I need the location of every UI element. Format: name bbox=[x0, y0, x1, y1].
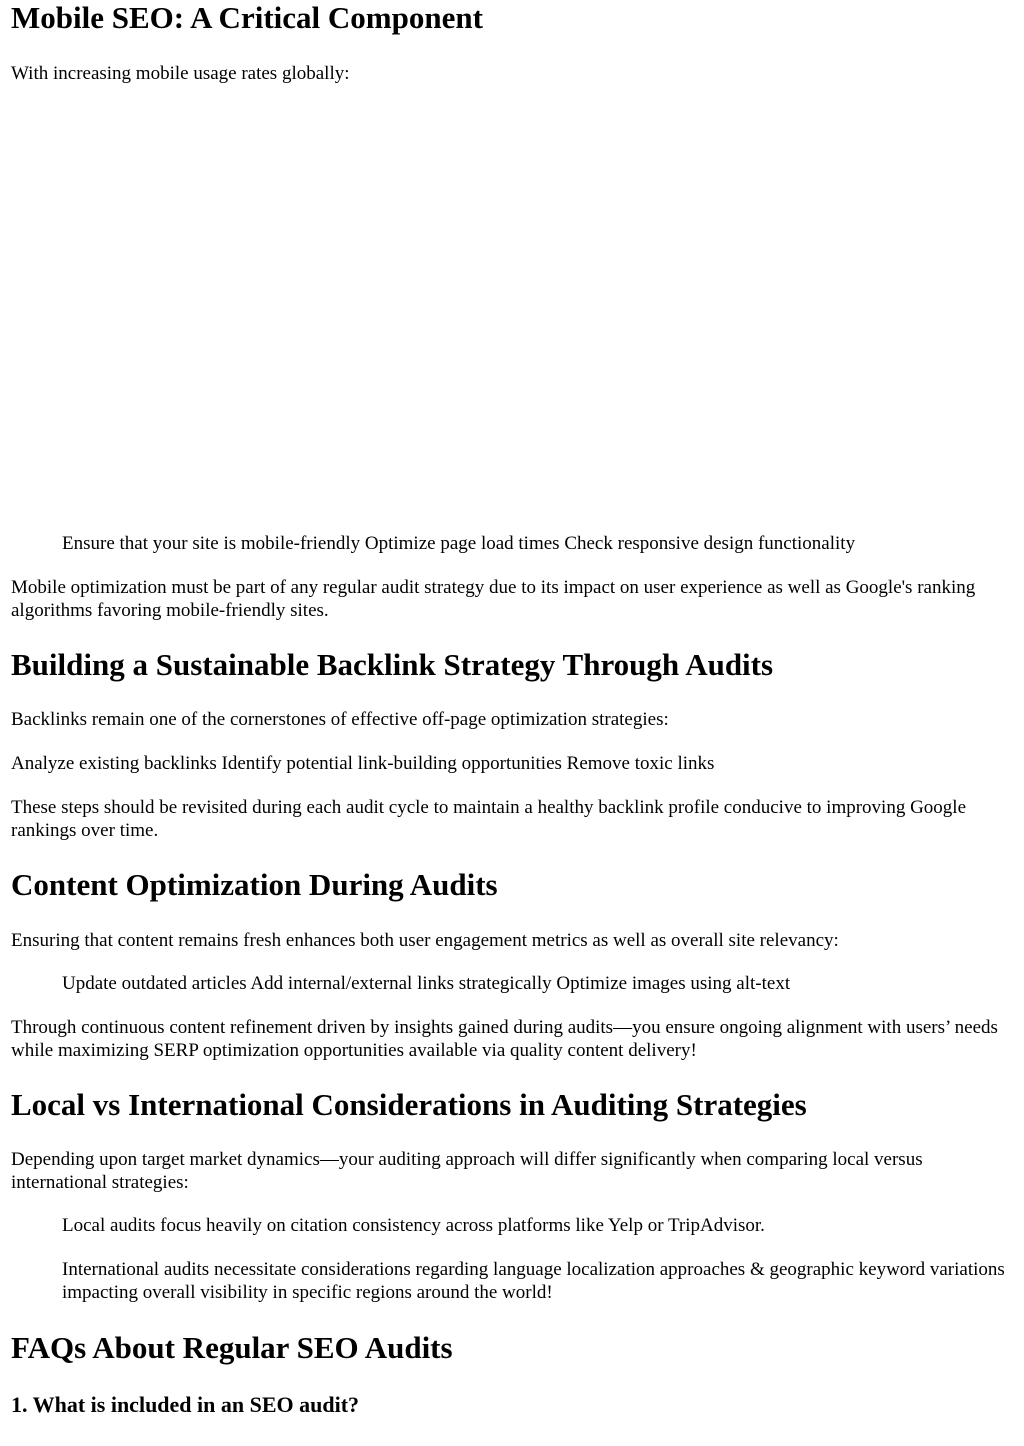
paragraph-local-intl-intro: Depending upon target market dynamics—your auditing approach will differ significantly when comparing local versus international strategies: bbox=[11, 1149, 923, 1193]
paragraph-mobile-intro: With increasing mobile usage rates globally: bbox=[11, 63, 350, 84]
faq-question-1: 1. What is included in an SEO audit? bbox=[11, 1392, 360, 1417]
paragraph-backlinks-intro: Backlinks remain one of the cornerstones of effective off-page optimization strategies: bbox=[11, 709, 669, 730]
section-heading-mobile-seo: Mobile SEO: A Critical Component bbox=[11, 0, 483, 35]
blockquote-international-audits: International audits necessitate considerations regarding language localization approaches & geographic keyword variations impacting overall visibility in specific regions around the world! bbox=[62, 1259, 1005, 1303]
section-heading-faqs: FAQs About Regular SEO Audits bbox=[11, 1330, 453, 1365]
blockquote-content-checklist: Update outdated articles Add internal/external links strategically Optimize images using alt-text bbox=[62, 973, 791, 994]
paragraph-content-intro: Ensuring that content remains fresh enhances both user engagement metrics as well as overall site relevancy: bbox=[11, 930, 839, 951]
paragraph-backlinks-list: Analyze existing backlinks Identify potential link-building opportunities Remove toxic links bbox=[11, 753, 715, 774]
section-heading-local-vs-international: Local vs International Considerations in Auditing Strategies bbox=[11, 1087, 807, 1122]
blank-media-area bbox=[11, 95, 1006, 520]
section-heading-backlinks: Building a Sustainable Backlink Strategy Through Audits bbox=[11, 647, 774, 682]
blockquote-mobile-checklist: Ensure that your site is mobile-friendly Optimize page load times Check responsive design functionality bbox=[62, 533, 856, 554]
section-heading-content-optimization: Content Optimization During Audits bbox=[11, 867, 498, 902]
paragraph-mobile-outro: Mobile optimization must be part of any regular audit strategy due to its impact on user experience as well as Google's ranking algorithms favoring mobile-friendly sites. bbox=[11, 577, 976, 621]
paragraph-backlinks-outro: These steps should be revisited during each audit cycle to maintain a healthy backlink profile conducive to improving Google rankings over time. bbox=[11, 797, 967, 841]
blockquote-local-audits: Local audits focus heavily on citation consistency across platforms like Yelp or TripAdvisor. bbox=[62, 1215, 765, 1236]
paragraph-content-outro: Through continuous content refinement driven by insights gained during audits—you ensure ongoing alignment with users’ needs while maximizing SERP optimization opportunities available via quality content delivery! bbox=[11, 1017, 998, 1061]
